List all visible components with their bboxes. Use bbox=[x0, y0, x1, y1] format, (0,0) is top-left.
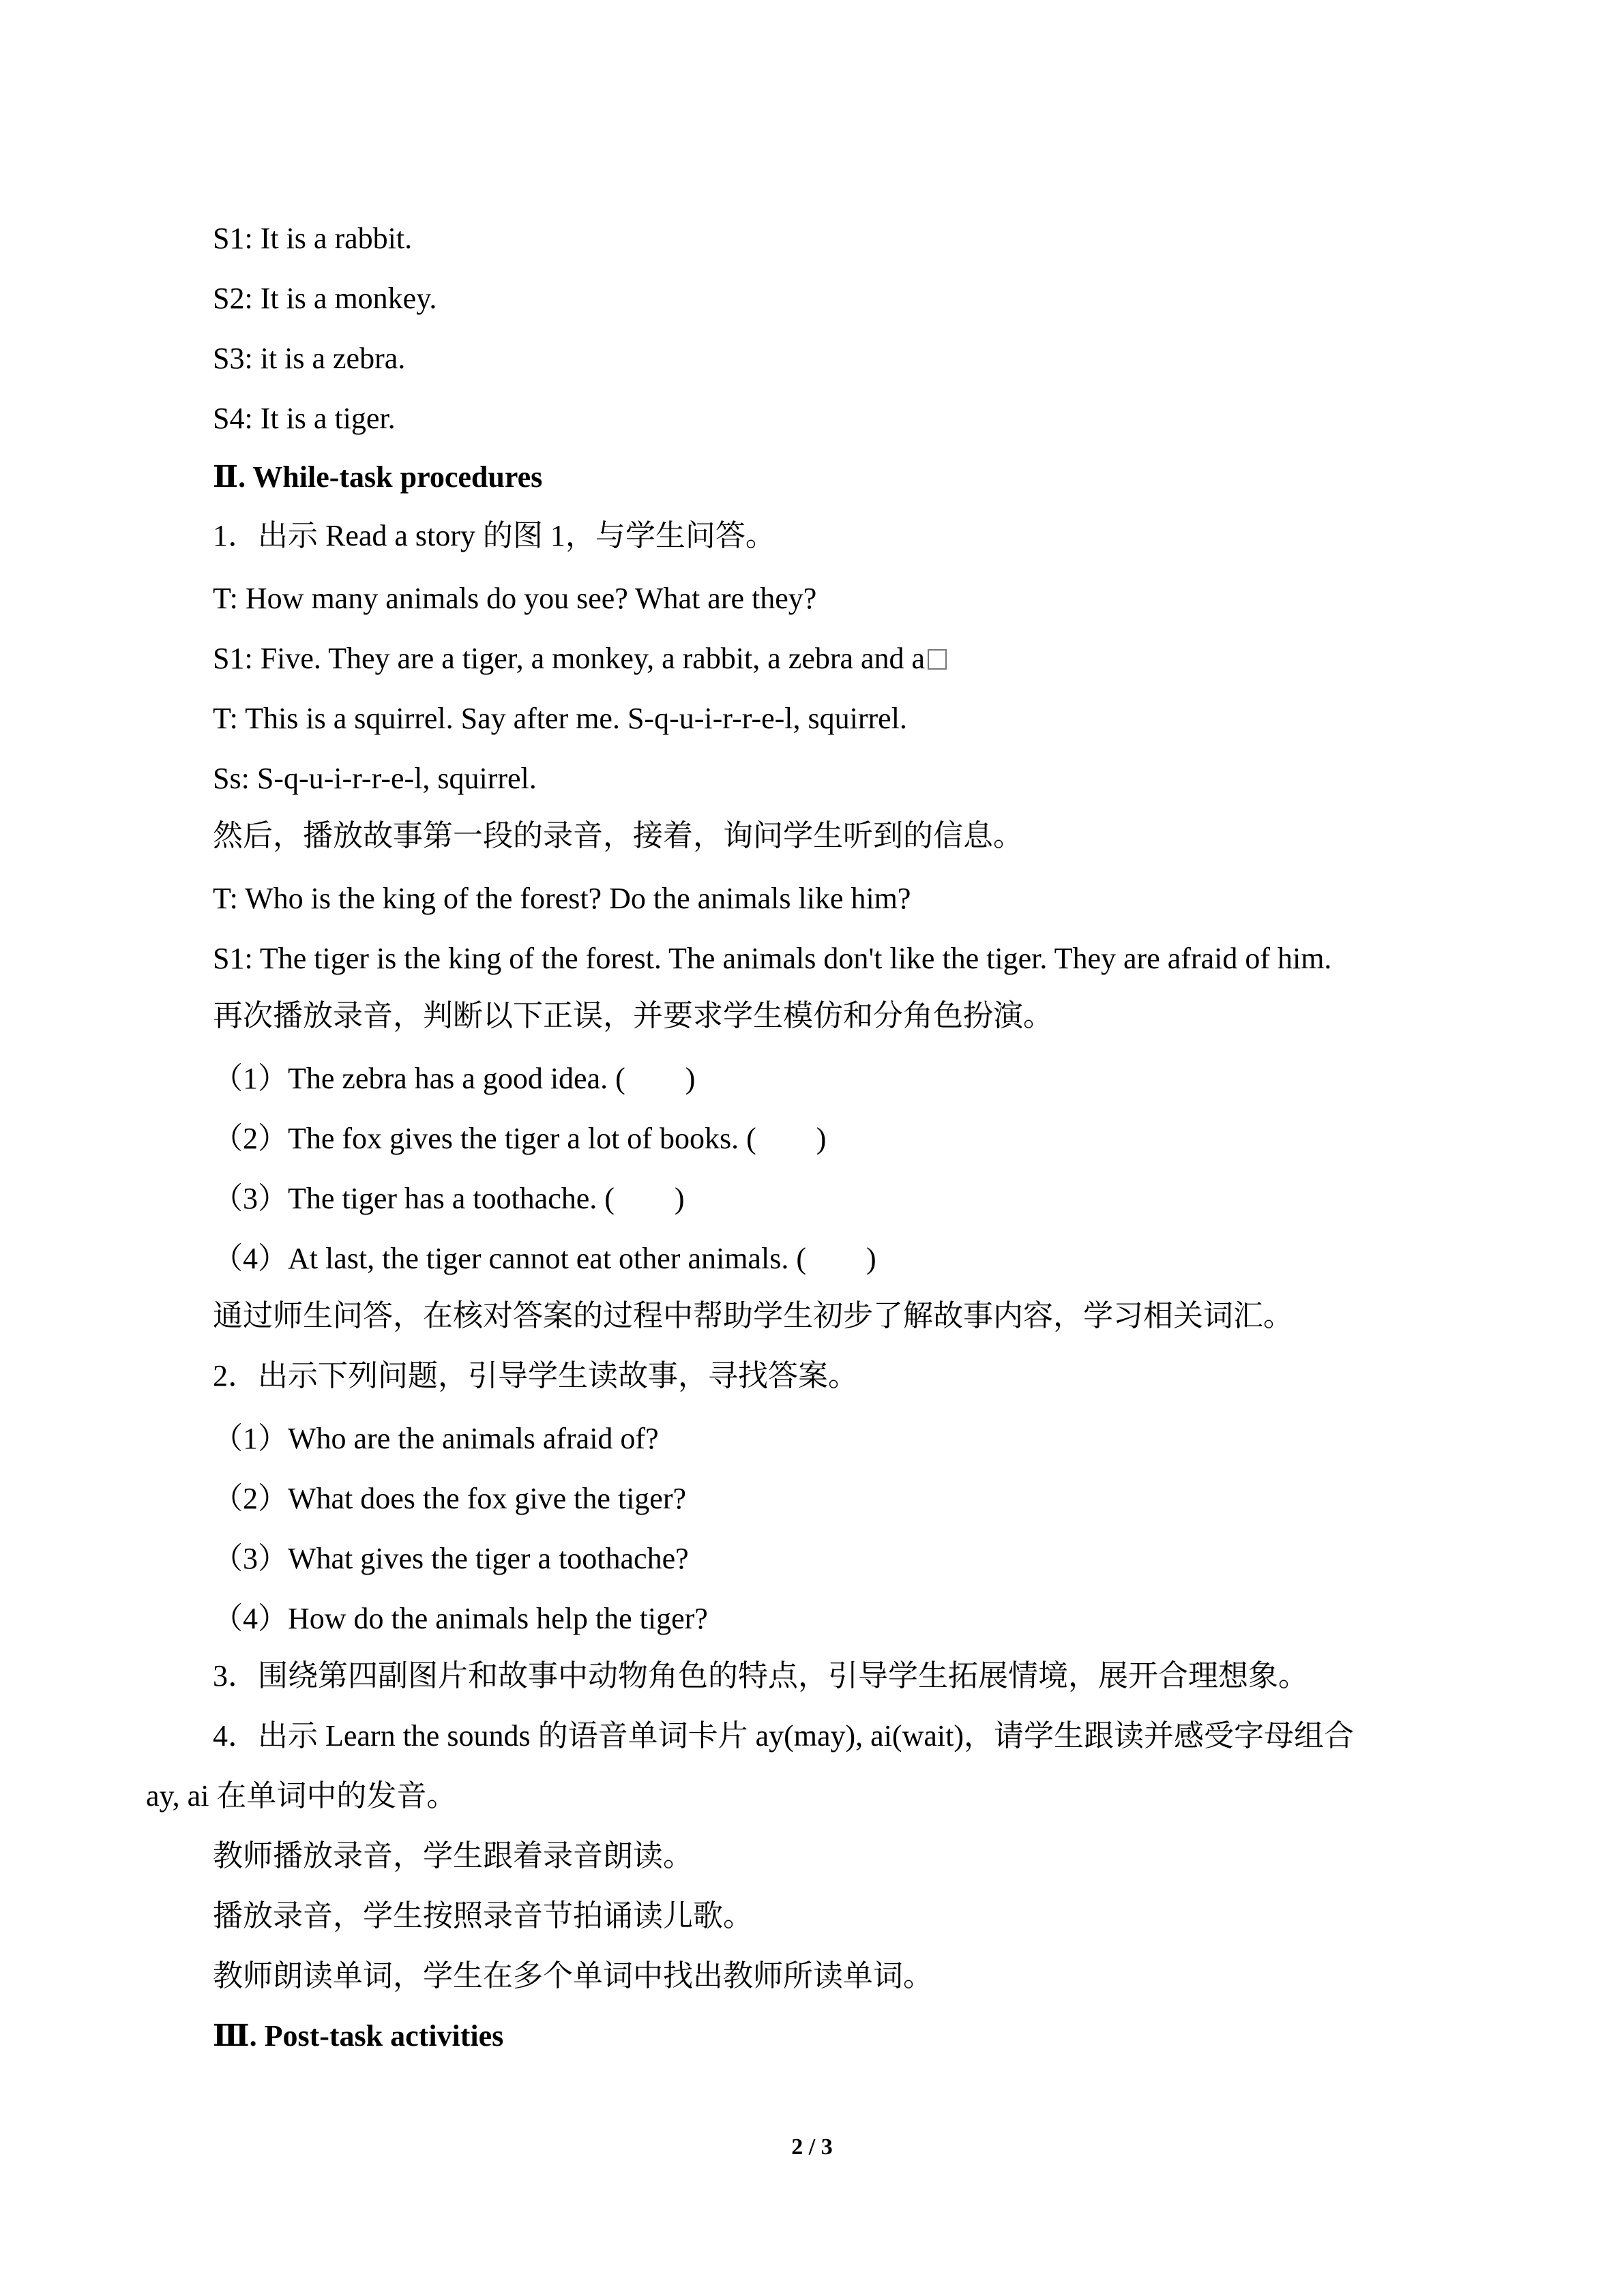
true-false-item-2: （2）The fox gives the tiger a lot of books. ( ) bbox=[213, 1122, 827, 1155]
instruction-play-again: 再次播放录音，判断以下正误，并要求学生模仿和分角色扮演。 bbox=[213, 999, 1053, 1032]
instruction-teacher-plays: 教师播放录音，学生跟着录音朗读。 bbox=[213, 1839, 693, 1873]
dialogue-line-t-squirrel: T: This is a squirrel. Say after me. S-q-u-i-r-r-e-l, squirrel. bbox=[213, 702, 907, 735]
dialogue-line-s2-monkey: S2: It is a monkey. bbox=[213, 282, 437, 315]
question-item-4: （4）How do the animals help the tiger? bbox=[213, 1602, 708, 1635]
dialogue-line-s1-five-text: S1: Five. They are a tiger, a monkey, a rabbit, a zebra and a bbox=[213, 642, 926, 675]
dialogue-line-s1-king: S1: The tiger is the king of the forest. The animals don't like the tiger. They are afraid of him. bbox=[213, 942, 1332, 975]
section-heading-while-task: Ⅱ. While-task procedures bbox=[213, 460, 543, 494]
dialogue-line-t-how-many: T: How many animals do you see? What are they? bbox=[213, 582, 817, 615]
page-number: 2 / 3 bbox=[791, 2134, 833, 2160]
step-4-instruction: 4．出示 Learn the sounds 的语音单词卡片 ay(may), ai(wait)，请学生跟读并感受字母组合 bbox=[213, 1719, 1354, 1753]
step-4-instruction-continued: ay, ai 在单词中的发音。 bbox=[146, 1779, 457, 1813]
dialogue-line-t-king: T: Who is the king of the forest? Do the animals like him? bbox=[213, 882, 911, 915]
dialogue-line-ss-squirrel: Ss: S-q-u-i-r-r-e-l, squirrel. bbox=[213, 762, 537, 795]
dialogue-line-s4-tiger: S4: It is a tiger. bbox=[213, 402, 396, 435]
step-1-instruction: 1．出示 Read a story 的图 1，与学生问答。 bbox=[213, 519, 776, 552]
dialogue-line-s1-rabbit: S1: It is a rabbit. bbox=[213, 222, 413, 255]
dialogue-line-s3-zebra: S3: it is a zebra. bbox=[213, 342, 406, 375]
instruction-find-words: 教师朗读单词，学生在多个单词中找出教师所读单词。 bbox=[213, 1959, 933, 1993]
instruction-play-recording: 然后，播放故事第一段的录音，接着，询问学生听到的信息。 bbox=[213, 819, 1023, 852]
step-3-instruction: 3．围绕第四副图片和故事中动物角色的特点，引导学生拓展情境，展开合理想象。 bbox=[213, 1659, 1308, 1693]
instruction-chant: 播放录音，学生按照录音节拍诵读儿歌。 bbox=[213, 1899, 753, 1933]
true-false-item-3: （3）The tiger has a toothache. ( ) bbox=[213, 1182, 685, 1215]
step-2-instruction: 2．出示下列问题，引导学生读故事，寻找答案。 bbox=[213, 1359, 858, 1392]
instruction-check-answers: 通过师生问答，在核对答案的过程中帮助学生初步了解故事内容，学习相关词汇。 bbox=[213, 1299, 1293, 1332]
missing-glyph-box bbox=[928, 649, 947, 670]
dialogue-line-s1-five bbox=[213, 644, 947, 674]
question-item-1: （1）Who are the animals afraid of? bbox=[213, 1422, 659, 1455]
true-false-item-1: （1）The zebra has a good idea. ( ) bbox=[213, 1062, 696, 1095]
true-false-item-4: （4）At last, the tiger cannot eat other animals. ( ) bbox=[213, 1242, 876, 1275]
question-item-3: （3）What gives the tiger a toothache? bbox=[213, 1542, 689, 1575]
section-heading-post-task: Ⅲ. Post-task activities bbox=[213, 2019, 504, 2053]
question-item-2: （2）What does the fox give the tiger? bbox=[213, 1482, 687, 1515]
